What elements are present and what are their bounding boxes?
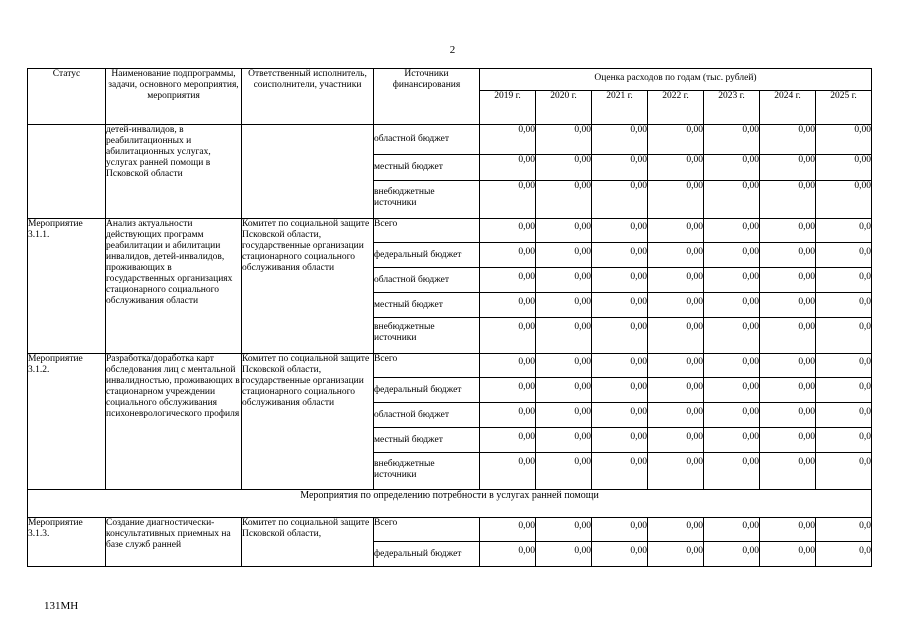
header-name: Наименование подпрограммы, задачи, основного мероприятия, мероприятия xyxy=(106,69,242,125)
source-cell: областной бюджет xyxy=(374,268,480,293)
value-cell: 0,00 xyxy=(760,293,816,318)
source-cell: Всего xyxy=(374,219,480,243)
value-cell: 0,00 xyxy=(704,125,760,155)
value-cell: 0,0 xyxy=(816,268,872,293)
value-cell: 0,00 xyxy=(536,453,592,490)
value-cell: 0,00 xyxy=(648,453,704,490)
value-cell: 0,00 xyxy=(648,293,704,318)
status-cell: Мероприятие 3.1.1. xyxy=(28,219,106,354)
measure-name-cell: Анализ актуальности действующих программ реабилитации и абилитации инвалидов, детей-инвалидов, проживающих в государственных организациях стационарного социального обслуживания области xyxy=(106,219,242,354)
value-cell: 0,00 xyxy=(592,428,648,453)
value-cell: 0,0 xyxy=(816,378,872,403)
value-cell: 0,0 xyxy=(816,428,872,453)
page-number: 2 xyxy=(449,44,456,56)
header-sources: Источники финансирования xyxy=(374,69,480,125)
value-cell: 0,00 xyxy=(480,378,536,403)
value-cell: 0,00 xyxy=(480,125,536,155)
header-year: 2021 г. xyxy=(592,91,648,125)
section-title-row: Мероприятия по определению потребности в услугах ранней помощи xyxy=(28,490,872,518)
value-cell: 0,00 xyxy=(648,125,704,155)
value-cell: 0,00 xyxy=(704,243,760,268)
source-cell: федеральный бюджет xyxy=(374,378,480,403)
value-cell: 0,00 xyxy=(816,155,872,181)
source-cell: Всего xyxy=(374,354,480,378)
value-cell: 0,00 xyxy=(760,268,816,293)
value-cell: 0,00 xyxy=(480,181,536,219)
value-cell: 0,00 xyxy=(592,125,648,155)
value-cell: 0,00 xyxy=(704,219,760,243)
value-cell: 0,00 xyxy=(760,181,816,219)
header-year: 2019 г. xyxy=(480,91,536,125)
value-cell: 0,00 xyxy=(760,518,816,542)
value-cell: 0,0 xyxy=(816,453,872,490)
value-cell: 0,00 xyxy=(760,155,816,181)
value-cell: 0,00 xyxy=(592,378,648,403)
value-cell: 0,00 xyxy=(760,542,816,567)
value-cell: 0,00 xyxy=(592,243,648,268)
value-cell: 0,00 xyxy=(648,378,704,403)
header-year: 2020 г. xyxy=(536,91,592,125)
header-year: 2024 г. xyxy=(760,91,816,125)
value-cell: 0,00 xyxy=(704,453,760,490)
source-cell: местный бюджет xyxy=(374,293,480,318)
value-cell: 0,00 xyxy=(760,403,816,428)
value-cell: 0,00 xyxy=(536,542,592,567)
value-cell: 0,00 xyxy=(648,181,704,219)
header-year: 2023 г. xyxy=(704,91,760,125)
value-cell: 0,00 xyxy=(536,354,592,378)
value-cell: 0,00 xyxy=(592,318,648,354)
value-cell: 0,00 xyxy=(592,354,648,378)
value-cell: 0,00 xyxy=(480,518,536,542)
value-cell: 0,00 xyxy=(480,155,536,181)
value-cell: 0,00 xyxy=(704,542,760,567)
source-cell: Всего xyxy=(374,518,480,542)
value-cell: 0,00 xyxy=(648,155,704,181)
value-cell: 0,0 xyxy=(816,354,872,378)
measure-name-cell: Разработка/доработка карт обследования лиц с ментальной инвалидностью, проживающих в стационарном учреждении социального обслуживания психоневрологического профиля xyxy=(106,354,242,490)
value-cell: 0,00 xyxy=(536,318,592,354)
header-year: 2025 г. xyxy=(816,91,872,125)
value-cell: 0,00 xyxy=(704,403,760,428)
value-cell: 0,00 xyxy=(536,268,592,293)
value-cell: 0,00 xyxy=(648,268,704,293)
value-cell: 0,00 xyxy=(592,155,648,181)
value-cell: 0,00 xyxy=(592,293,648,318)
value-cell: 0,00 xyxy=(536,181,592,219)
value-cell: 0,00 xyxy=(648,354,704,378)
executor-cell xyxy=(242,125,374,219)
value-cell: 0,00 xyxy=(480,268,536,293)
executor-cell: Комитет по социальной защите Псковской области, xyxy=(242,518,374,567)
value-cell: 0,0 xyxy=(816,293,872,318)
source-cell: областной бюджет xyxy=(374,125,480,155)
source-cell: внебюджетные источники xyxy=(374,181,480,219)
value-cell: 0,00 xyxy=(760,219,816,243)
value-cell: 0,00 xyxy=(536,243,592,268)
value-cell: 0,00 xyxy=(480,243,536,268)
executor-cell: Комитет по социальной защите Псковской области, государственные организации стационарного социального обслуживания области xyxy=(242,219,374,354)
value-cell: 0,00 xyxy=(648,219,704,243)
value-cell: 0,00 xyxy=(480,542,536,567)
value-cell: 0,00 xyxy=(648,403,704,428)
value-cell: 0,00 xyxy=(704,318,760,354)
value-cell: 0,00 xyxy=(480,293,536,318)
value-cell: 0,00 xyxy=(592,542,648,567)
value-cell: 0,00 xyxy=(536,403,592,428)
header-year: 2022 г. xyxy=(648,91,704,125)
value-cell: 0,00 xyxy=(760,243,816,268)
source-cell: федеральный бюджет xyxy=(374,542,480,567)
value-cell: 0,00 xyxy=(816,181,872,219)
value-cell: 0,00 xyxy=(536,125,592,155)
value-cell: 0,00 xyxy=(480,403,536,428)
value-cell: 0,00 xyxy=(536,219,592,243)
value-cell: 0,00 xyxy=(536,378,592,403)
measure-name-cell: Создание диагностически-консультативных приемных на базе служб ранней xyxy=(106,518,242,567)
value-cell: 0,00 xyxy=(704,155,760,181)
source-cell: местный бюджет xyxy=(374,155,480,181)
value-cell: 0,00 xyxy=(704,354,760,378)
executor-cell: Комитет по социальной защите Псковской области, государственные организации стационарного социального обслуживания области xyxy=(242,354,374,490)
value-cell: 0,00 xyxy=(480,453,536,490)
value-cell: 0,00 xyxy=(760,318,816,354)
status-cell xyxy=(28,125,106,219)
value-cell: 0,00 xyxy=(816,125,872,155)
measure-name-cell: детей-инвалидов, в реабилитационных и абилитационных услугах, услугах ранней помощи в Псковской области xyxy=(106,125,242,219)
value-cell: 0,0 xyxy=(816,318,872,354)
source-cell: внебюджетные источники xyxy=(374,318,480,354)
header-executor: Ответственный исполнитель, соисполнители, участники xyxy=(242,69,374,125)
header-status: Статус xyxy=(28,69,106,125)
value-cell: 0,00 xyxy=(536,428,592,453)
value-cell: 0,00 xyxy=(648,428,704,453)
value-cell: 0,00 xyxy=(704,518,760,542)
value-cell: 0,00 xyxy=(592,453,648,490)
budget-table xyxy=(27,68,872,567)
value-cell: 0,0 xyxy=(816,518,872,542)
value-cell: 0,00 xyxy=(480,318,536,354)
value-cell: 0,0 xyxy=(816,542,872,567)
value-cell: 0,00 xyxy=(592,518,648,542)
value-cell: 0,00 xyxy=(704,428,760,453)
value-cell: 0,00 xyxy=(480,219,536,243)
value-cell: 0,00 xyxy=(480,428,536,453)
value-cell: 0,00 xyxy=(760,354,816,378)
value-cell: 0,00 xyxy=(592,181,648,219)
value-cell: 0,00 xyxy=(536,155,592,181)
value-cell: 0,00 xyxy=(648,318,704,354)
source-cell: федеральный бюджет xyxy=(374,243,480,268)
source-cell: местный бюджет xyxy=(374,428,480,453)
value-cell: 0,00 xyxy=(704,378,760,403)
value-cell: 0,00 xyxy=(592,268,648,293)
value-cell: 0,00 xyxy=(648,542,704,567)
value-cell: 0,00 xyxy=(704,181,760,219)
header-estimate: Оценка расходов по годам (тыс. рублей) xyxy=(480,69,872,91)
value-cell: 0,00 xyxy=(592,403,648,428)
source-cell: областной бюджет xyxy=(374,403,480,428)
value-cell: 0,00 xyxy=(760,378,816,403)
value-cell: 0,00 xyxy=(760,428,816,453)
value-cell: 0,00 xyxy=(648,518,704,542)
value-cell: 0,00 xyxy=(760,453,816,490)
value-cell: 0,0 xyxy=(816,403,872,428)
value-cell: 0,00 xyxy=(760,125,816,155)
value-cell: 0,00 xyxy=(704,268,760,293)
value-cell: 0,00 xyxy=(480,354,536,378)
value-cell: 0,00 xyxy=(536,293,592,318)
value-cell: 0,0 xyxy=(816,243,872,268)
value-cell: 0,00 xyxy=(592,219,648,243)
value-cell: 0,00 xyxy=(648,243,704,268)
document-code: 131МН xyxy=(44,600,79,612)
status-cell: Мероприятие 3.1.3. xyxy=(28,518,106,567)
value-cell: 0,00 xyxy=(704,293,760,318)
status-cell: Мероприятие 3.1.2. xyxy=(28,354,106,490)
source-cell: внебюджетные источники xyxy=(374,453,480,490)
value-cell: 0,0 xyxy=(816,219,872,243)
value-cell: 0,00 xyxy=(536,518,592,542)
